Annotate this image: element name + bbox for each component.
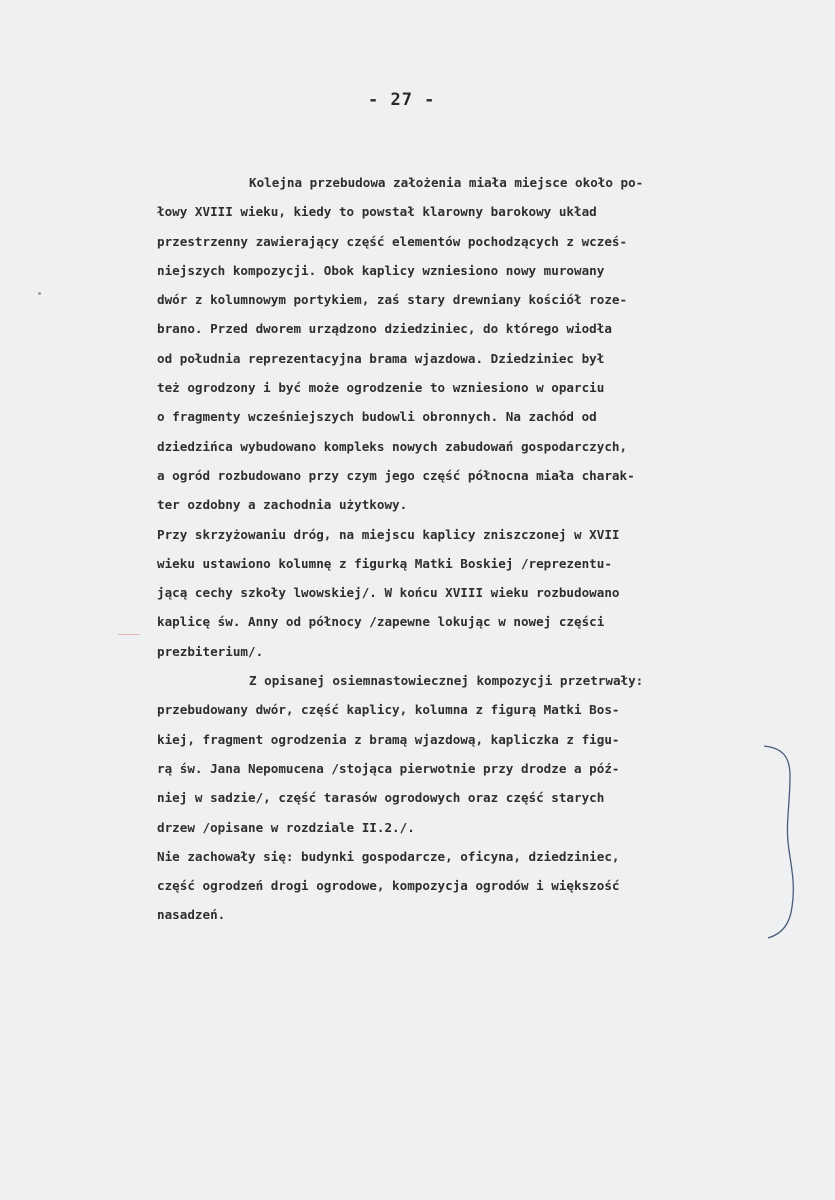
text-line: od południa reprezentacyjna brama wjazdowa. Dziedziniec był [157,350,605,366]
text-line: Nie zachowały się: budynki gospodarcze, oficyna, dziedziniec, [157,848,620,864]
text-line: przebudowany dwór, część kaplicy, kolumna z figurą Matki Bos- [157,702,620,718]
text-line: niejszych kompozycji. Obok kaplicy wzniesiono nowy murowany [157,262,605,278]
margin-mark [118,634,140,635]
text-line: o fragmenty wcześniejszych budowli obronnych. Na zachód od [157,409,597,425]
body-text [157,168,802,930]
handwritten-bracket [760,742,800,942]
text-line: też ogrodzony i być może ogrodzenie to wzniesiono w oparciu [157,380,605,396]
text-line: wieku ustawiono kolumnę z figurką Matki Boskiej /reprezentu- [157,555,612,571]
text-line: kiej, fragment ogrodzenia z bramą wjazdową, kapliczka z figu- [157,731,620,747]
text-line: a ogród rozbudowano przy czym jego część północna miała charak- [157,467,635,483]
text-line: nasadzeń. [157,907,226,923]
text-line: Kolejna przebudowa założenia miała miejsce około po- [249,175,644,190]
text-line: brano. Przed dworem urządzono dziedziniec, do którego wiodła [157,321,612,337]
text-line: Z opisanej osiemnastowiecznej kompozycji przetrwały: [249,673,644,689]
text-line: dwór z kolumnowym portykiem, zaś stary drewniany kościół roze- [157,292,628,308]
margin-speck [38,292,41,295]
text-line: prezbiterium/. [157,643,264,659]
text-line: dziedzińca wybudowano kompleks nowych zabudowań gospodarczych, [157,438,628,454]
text-line: łowy XVIII wieku, kiedy to powstał klarowny barokowy układ [157,204,597,220]
text-line: Przy skrzyżowaniu dróg, na miejscu kaplicy zniszczonej w XVII [157,526,620,542]
text-line: ter ozdobny a zachodnia użytkowy. [157,497,408,513]
text-line: niej w sadzie/, część tarasów ogrodowych oraz część starych [157,790,605,806]
text-line: przestrzenny zawierający część elementów pochodzących z wcześ- [157,233,628,249]
page-number: - 27 - [368,90,436,110]
text-line: jącą cechy szkoły lwowskiej/. W końcu XVIII wieku rozbudowano [157,585,620,601]
text-line: drzew /opisane w rozdziale II.2./. [157,819,415,835]
text-line: część ogrodzeń drogi ogrodowe, kompozycja ogrodów i większość [157,878,620,894]
text-line: kaplicę św. Anny od północy /zapewne lokując w nowej części [157,614,605,630]
text-line: rą św. Jana Nepomucena /stojąca pierwotnie przy drodze a póź- [157,760,620,776]
